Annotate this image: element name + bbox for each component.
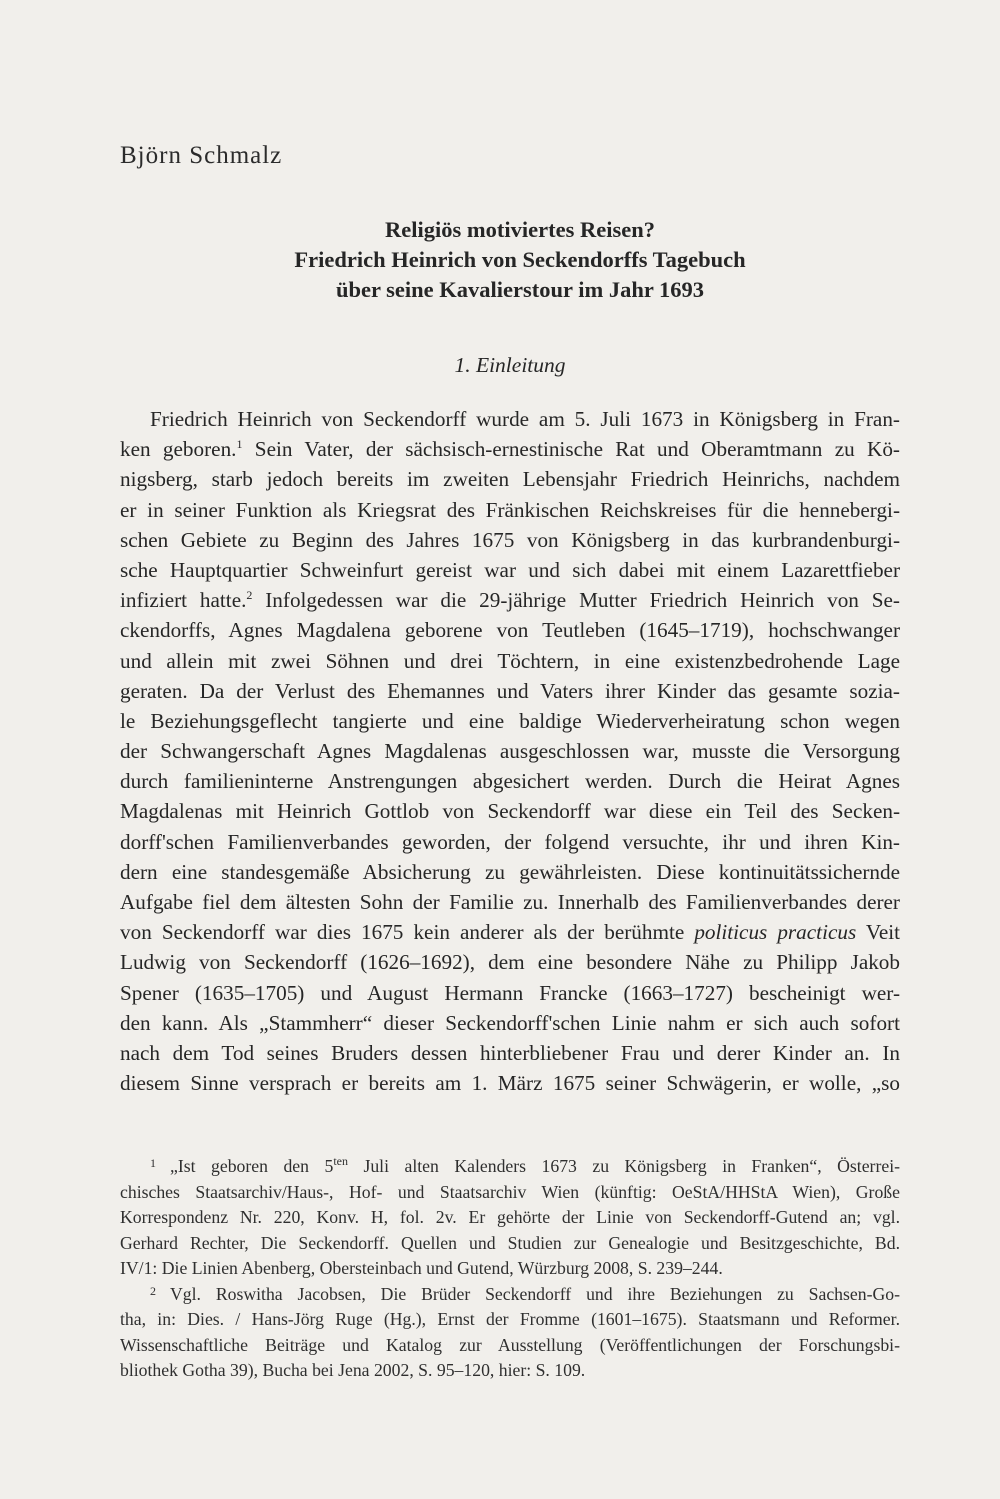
footnote-line: chisches Staatsarchiv/Haus-, Hof- und Staatsarchiv Wien (künftig: OeStA/HHStA Wien), Große	[120, 1181, 900, 1202]
body-line: den kann. Als „Stammherr“ dieser Seckendorff'schen Linie nahm er sich auch sofort	[120, 1010, 900, 1035]
body-line: schen Gebiete zu Beginn des Jahres 1675 von Königsberg in das kurbrandenburgi-	[120, 527, 900, 552]
body-line: infiziert hatte.$^2$ Infolgedessen war die 29-jährige Mutter Friedrich Heinrich von Se-	[120, 588, 900, 613]
article-title	[150, 215, 890, 305]
body-line: dern eine standesgemäße Absicherung zu gewährleisten. Diese kontinuitätssichernde	[120, 859, 900, 884]
body-line: dorff'schen Familienverbandes geworden, der folgend versuchte, ihr und ihren Kin-	[120, 829, 900, 854]
body-line: geraten. Da der Verlust des Ehemannes und Vaters ihrer Kinder das gesamte sozia-	[120, 678, 900, 703]
italic-term: politicus practicus	[694, 920, 857, 945]
body-line: Aufgabe fiel dem ältesten Sohn der Familie zu. Innerhalb des Familienverbandes derer	[120, 890, 900, 914]
footnote-line: Wissenschaftliche Beiträge und Katalog zur Ausstellung (Veröffentlichungen der Forschungsbi-	[120, 1334, 900, 1355]
body-line: Friedrich Heinrich von Seckendorff wurde am 5. Juli 1673 in Königsberg in Fran-	[150, 407, 900, 431]
body-line: und allein mit zwei Söhnen und drei Töchtern, in eine existenzbedrohende Lage	[120, 648, 900, 673]
body-line: diesem Sinne versprach er bereits am 1. März 1675 seiner Schwägerin, er wolle, „so	[120, 1071, 900, 1096]
footnote-line: „Ist geboren den $5^{ten}$ Juli alten Kalenders 1673 zu Königsberg in Franken“, Österrei-	[170, 1154, 900, 1176]
body-line: ckendorffs, Agnes Magdalena geborene von Teutleben (1645–1719), hochschwanger	[120, 618, 900, 643]
title-line: Religiös motiviertes Reisen?	[385, 217, 655, 242]
body-line: Ludwig von Seckendorff (1626–1692), dem eine besondere Nähe zu Philipp Jakob	[120, 950, 900, 975]
footnote-ref: 1	[236, 437, 243, 452]
body-line: er in seiner Funktion als Kriegsrat des Fränkischen Reichskreises für die hennebergi-	[120, 497, 900, 522]
section-heading: 1. Einleitung	[454, 353, 566, 377]
body-line: durch familieninterne Anstrengungen abgesichert werden. Durch die Heirat Agnes	[120, 769, 900, 794]
body-line: Magdalenas mit Heinrich Gottlob von Seckendorff war diese ein Teil des Secken-	[120, 799, 900, 824]
footnote-number: 2	[150, 1283, 156, 1298]
body-line: ken geboren.$^1$ Sein Vater, der sächsisch-ernestinische Rat und Oberamtmann zu Kö-	[120, 437, 900, 462]
footnote-line: Korrespondenz Nr. 220, Konv. H, fol. 2v. Er gehörte der Linie von Seckendorff-Gutend an; vgl.	[120, 1207, 900, 1227]
footnote-1	[120, 1154, 900, 1282]
body-line: Spener (1635–1705) und August Hermann Francke (1663–1727) bescheinigt wer-	[120, 980, 900, 1005]
body-line: von Seckendorff war dies 1675 kein anderer als der berühmte politicus practicus Veit	[120, 920, 900, 945]
body-line: der Schwangerschaft Agnes Magdalenas ausgeschlossen war, musste die Versorgung	[120, 739, 900, 764]
footnote-number: 1	[150, 1156, 156, 1170]
footnote-line: Vgl. Roswitha Jacobsen, Die Brüder Seckendorff und ihre Beziehungen zu Sachsen-Go-	[170, 1283, 900, 1304]
footnote-line: bliothek Gotha 39), Bucha bei Jena 2002, S. 95–120, hier: S. 109.	[120, 1360, 586, 1380]
footnote-line: IV/1: Die Linien Abenberg, Obersteinbach und Gutend, Würzburg 2008, S. 239–244.	[120, 1258, 723, 1278]
body-text	[120, 404, 900, 1098]
body-line: sche Hauptquartier Schweinfurt gereist war und sich dabei mit einem Lazarettfieber	[120, 557, 900, 582]
body-line: le Beziehungsgeflecht tangierte und eine baldige Wiederverheiratung schon wegen	[120, 708, 900, 733]
title-line: über seine Kavalierstour im Jahr 1693	[335, 277, 705, 302]
body-line: nigsberg, starb jedoch bereits im zweiten Lebensjahr Friedrich Heinrichs, nachdem	[120, 467, 900, 492]
footnote-ref: 2	[246, 588, 253, 603]
title-line: Friedrich Heinrich von Seckendorffs Tagebuch	[294, 247, 746, 272]
footnote-line: tha, in: Dies. / Hans-Jörg Ruge (Hg.), Ernst der Fromme (1601–1675). Staatsmann und Reformer.	[120, 1309, 900, 1329]
body-line: nach dem Tod seines Bruders dessen hinterbliebener Frau und derer Kinder an. In	[120, 1040, 900, 1065]
footnote-line: Gerhard Rechter, Die Seckendorff. Quellen und Studien zur Genealogie und Besitzgeschichte, Bd.	[120, 1232, 900, 1253]
footnotes	[120, 1154, 900, 1384]
footnote-2	[120, 1282, 900, 1384]
author-name: Björn Schmalz	[120, 142, 283, 169]
